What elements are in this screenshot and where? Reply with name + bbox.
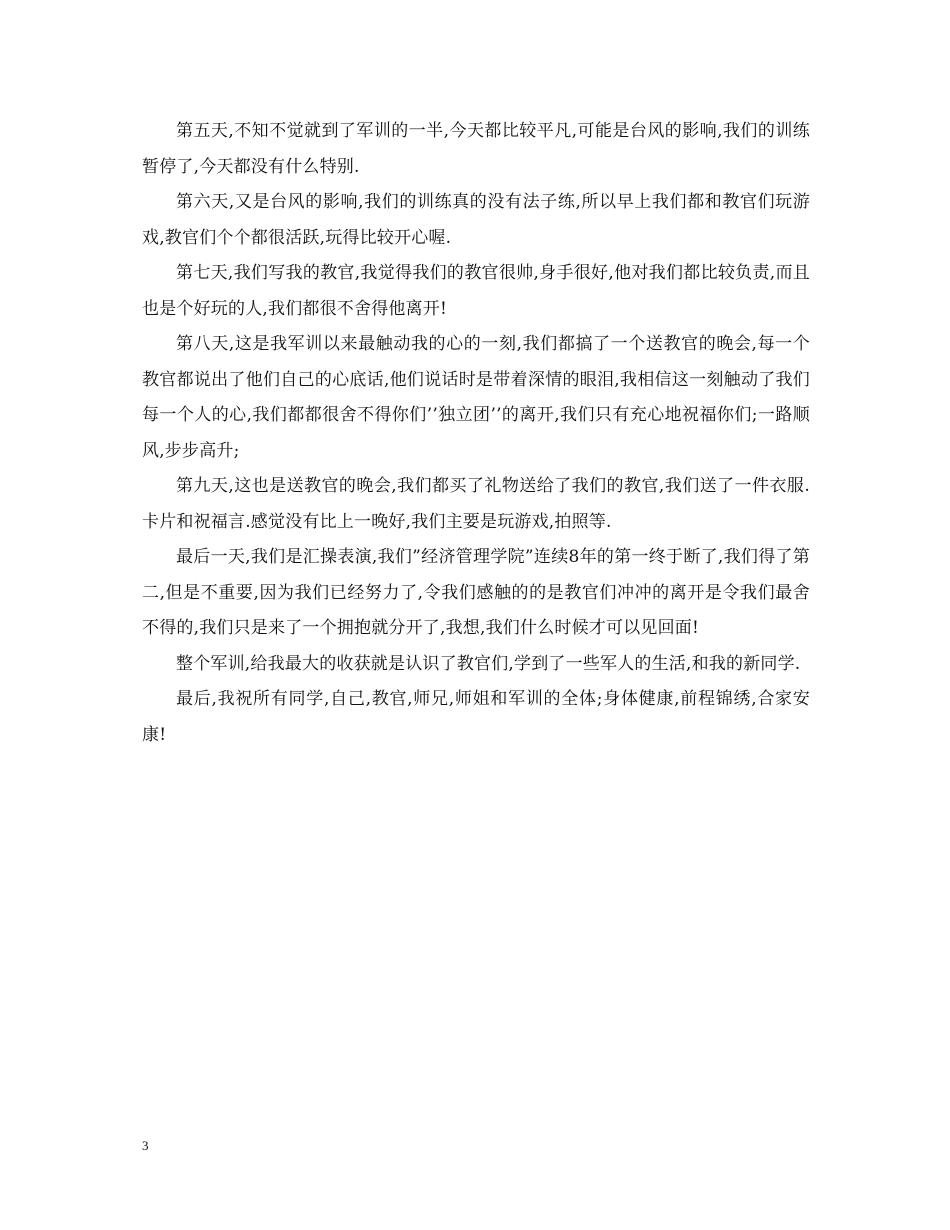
paragraph-day-8: 第八天,这是我军训以来最触动我的心的一刻,我们都搞了一个送教官的晚会,每一个教官都说出了他们自己的心底话,他们说话时是带着深情的眼泪,我相信这一刻触动了我们每一个人的心,我们都都很舍不得你们’’独立团’’的离开,我们只有充心地祝福你们;一路顺风,步步高升; [142, 334, 810, 461]
paragraph-closing-wishes: 最后,我祝所有同学,自己,教官,师兄,师姐和军训的全体;身体健康,前程锦绣,合家安康! [142, 689, 810, 745]
paragraph-day-5: 第五天,不知不觉就到了军训的一半,今天都比较平凡,可能是台风的影响,我们的训练暂停了,今天都没有什么特别. [142, 121, 810, 177]
paragraph-last-day: 最后一天,我们是汇操表演,我们”经济管理学院”连续8年的第一终于断了,我们得了第二,但是不重要,因为我们已经努力了,令我们感触的的是教官们冲冲的离开是令我们最舍不得的,我们只是来了一个拥抱就分开了,我想,我们什么时候才可以见回面! [142, 547, 810, 638]
paragraph-day-9: 第九天,这也是送教官的晚会,我们都买了礼物送给了我们的教官,我们送了一件衣服.卡片和祝福言.感觉没有比上一晚好,我们主要是玩游戏,拍照等. [142, 476, 810, 532]
paragraph-day-7: 第七天,我们写我的教官,我觉得我们的教官很帅,身手很好,他对我们都比较负责,而且也是个好玩的人,我们都很不舍得他离开! [142, 263, 810, 319]
paragraph-summary: 整个军训,给我最大的收获就是认识了教官们,学到了一些军人的生活,和我的新同学. [176, 653, 801, 674]
page-number: 3 [142, 1138, 149, 1153]
paragraph-day-6: 第六天,又是台风的影响,我们的训练真的没有法子练,所以早上我们都和教官们玩游戏,教官们个个都很活跃,玩得比较开心喔. [142, 192, 810, 248]
body-text [142, 114, 810, 753]
